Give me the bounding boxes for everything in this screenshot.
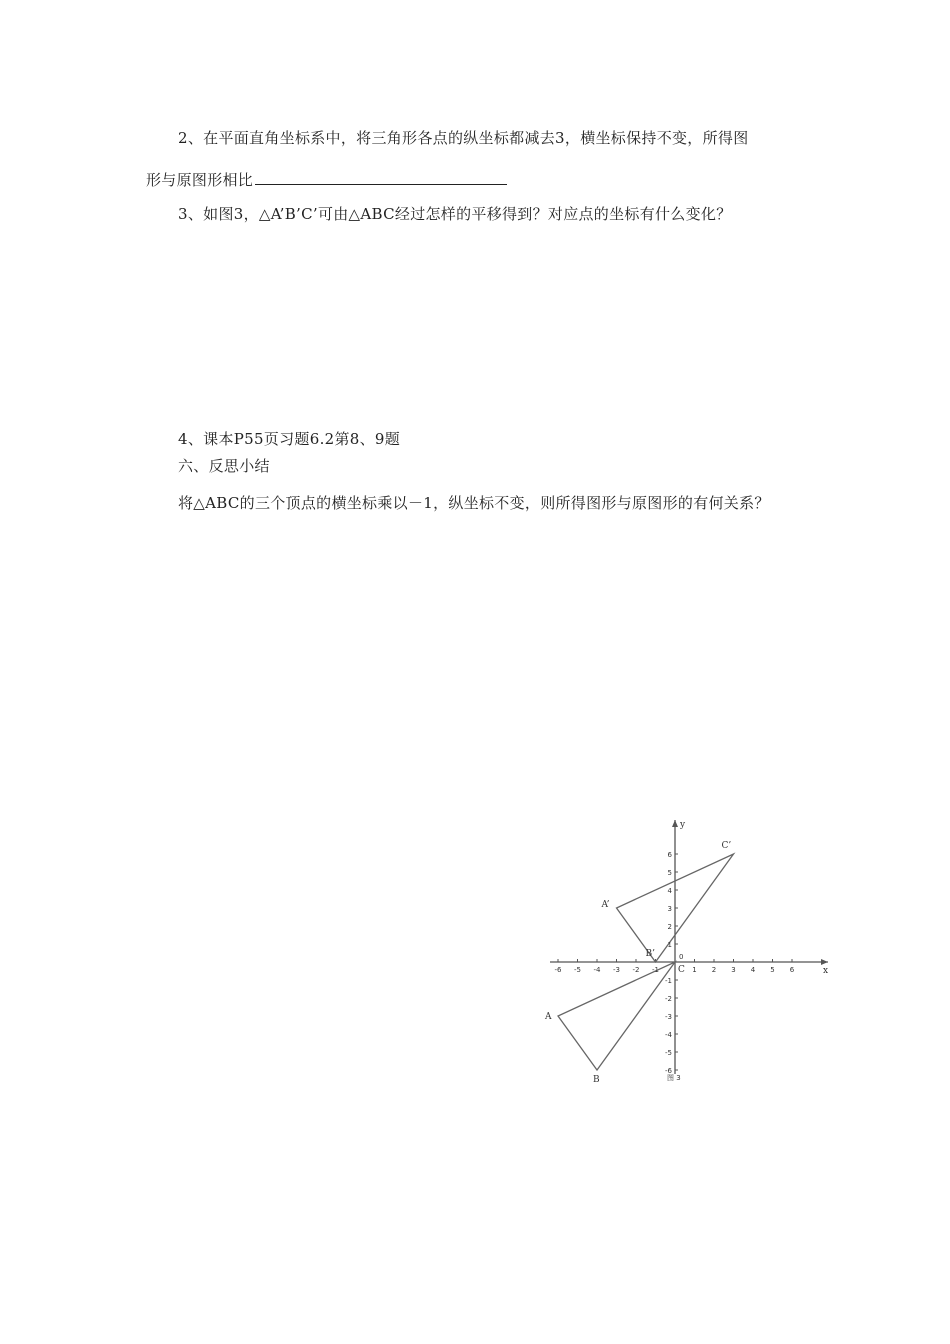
origin-label: 0 [679,953,684,961]
y-tick-label: -4 [665,1031,672,1039]
x-tick-label: -2 [632,966,640,974]
x-tick-label: -1 [652,966,659,974]
y-tick-label: -1 [665,977,672,985]
y-tick-label: 6 [667,851,672,859]
x-tick-label: 6 [789,966,795,974]
point-label: A’ [601,900,610,910]
point-label: B [593,1075,600,1085]
x-tick-label: -6 [554,966,562,974]
answer-blank[interactable] [255,170,507,185]
y-tick-label: -2 [665,995,672,1003]
y-axis-arrow [672,820,678,827]
y-tick-label: -3 [665,1013,672,1021]
question-2-line-1: 2、在平面直角坐标系中，将三角形各点的纵坐标都减去3，横坐标保持不变，所得图 [178,129,749,147]
question-2-prefix: 形与原图形相比 [146,171,254,189]
labels [544,820,828,1085]
y-tick-label: -6 [665,1067,672,1075]
x-axis-arrow [821,959,828,965]
y-tick-label: 3 [667,905,672,913]
x-tick-label: -5 [574,966,581,974]
triangle-abc [558,962,675,1070]
y-axis-label: y [680,820,686,830]
x-tick-label: 1 [692,966,697,974]
coordinate-figure [540,812,840,1087]
point-label: C [678,965,685,975]
y-tick-label: 2 [667,923,672,931]
y-tick-label: 5 [667,869,672,877]
coordinate-plane [540,812,840,1087]
figure-caption: 图 3 [667,1074,681,1082]
x-tick-label: 4 [750,966,756,974]
axes [550,820,828,1074]
x-tick-label: 2 [711,966,717,974]
x-tick-label: 5 [770,966,775,974]
point-label: B’ [645,949,655,959]
question-4: 4、课本P55页习题6.2第8、9题 [178,430,401,448]
x-tick-label: 3 [731,966,736,974]
y-tick-label: 4 [667,887,672,895]
y-tick-label: -5 [665,1049,672,1057]
x-tick-label: -4 [593,966,601,974]
question-3: 3、如图3，△A’B’C’可由△ABC经过怎样的平移得到？对应点的坐标有什么变化？ [178,205,732,223]
y-tick-label: 1 [667,941,672,949]
x-axis-label: x [823,966,829,976]
point-label: A [545,1012,552,1022]
section-title-reflection: 六、反思小结 [178,457,270,475]
x-tick-label: -3 [613,966,620,974]
point-label: C’ [721,841,732,851]
question-2-line-2 [146,170,507,190]
reflection-question: 将△ABC的三个顶点的横坐标乘以－1，纵坐标不变，则所得图形与原图形的有何关系？ [178,494,770,512]
